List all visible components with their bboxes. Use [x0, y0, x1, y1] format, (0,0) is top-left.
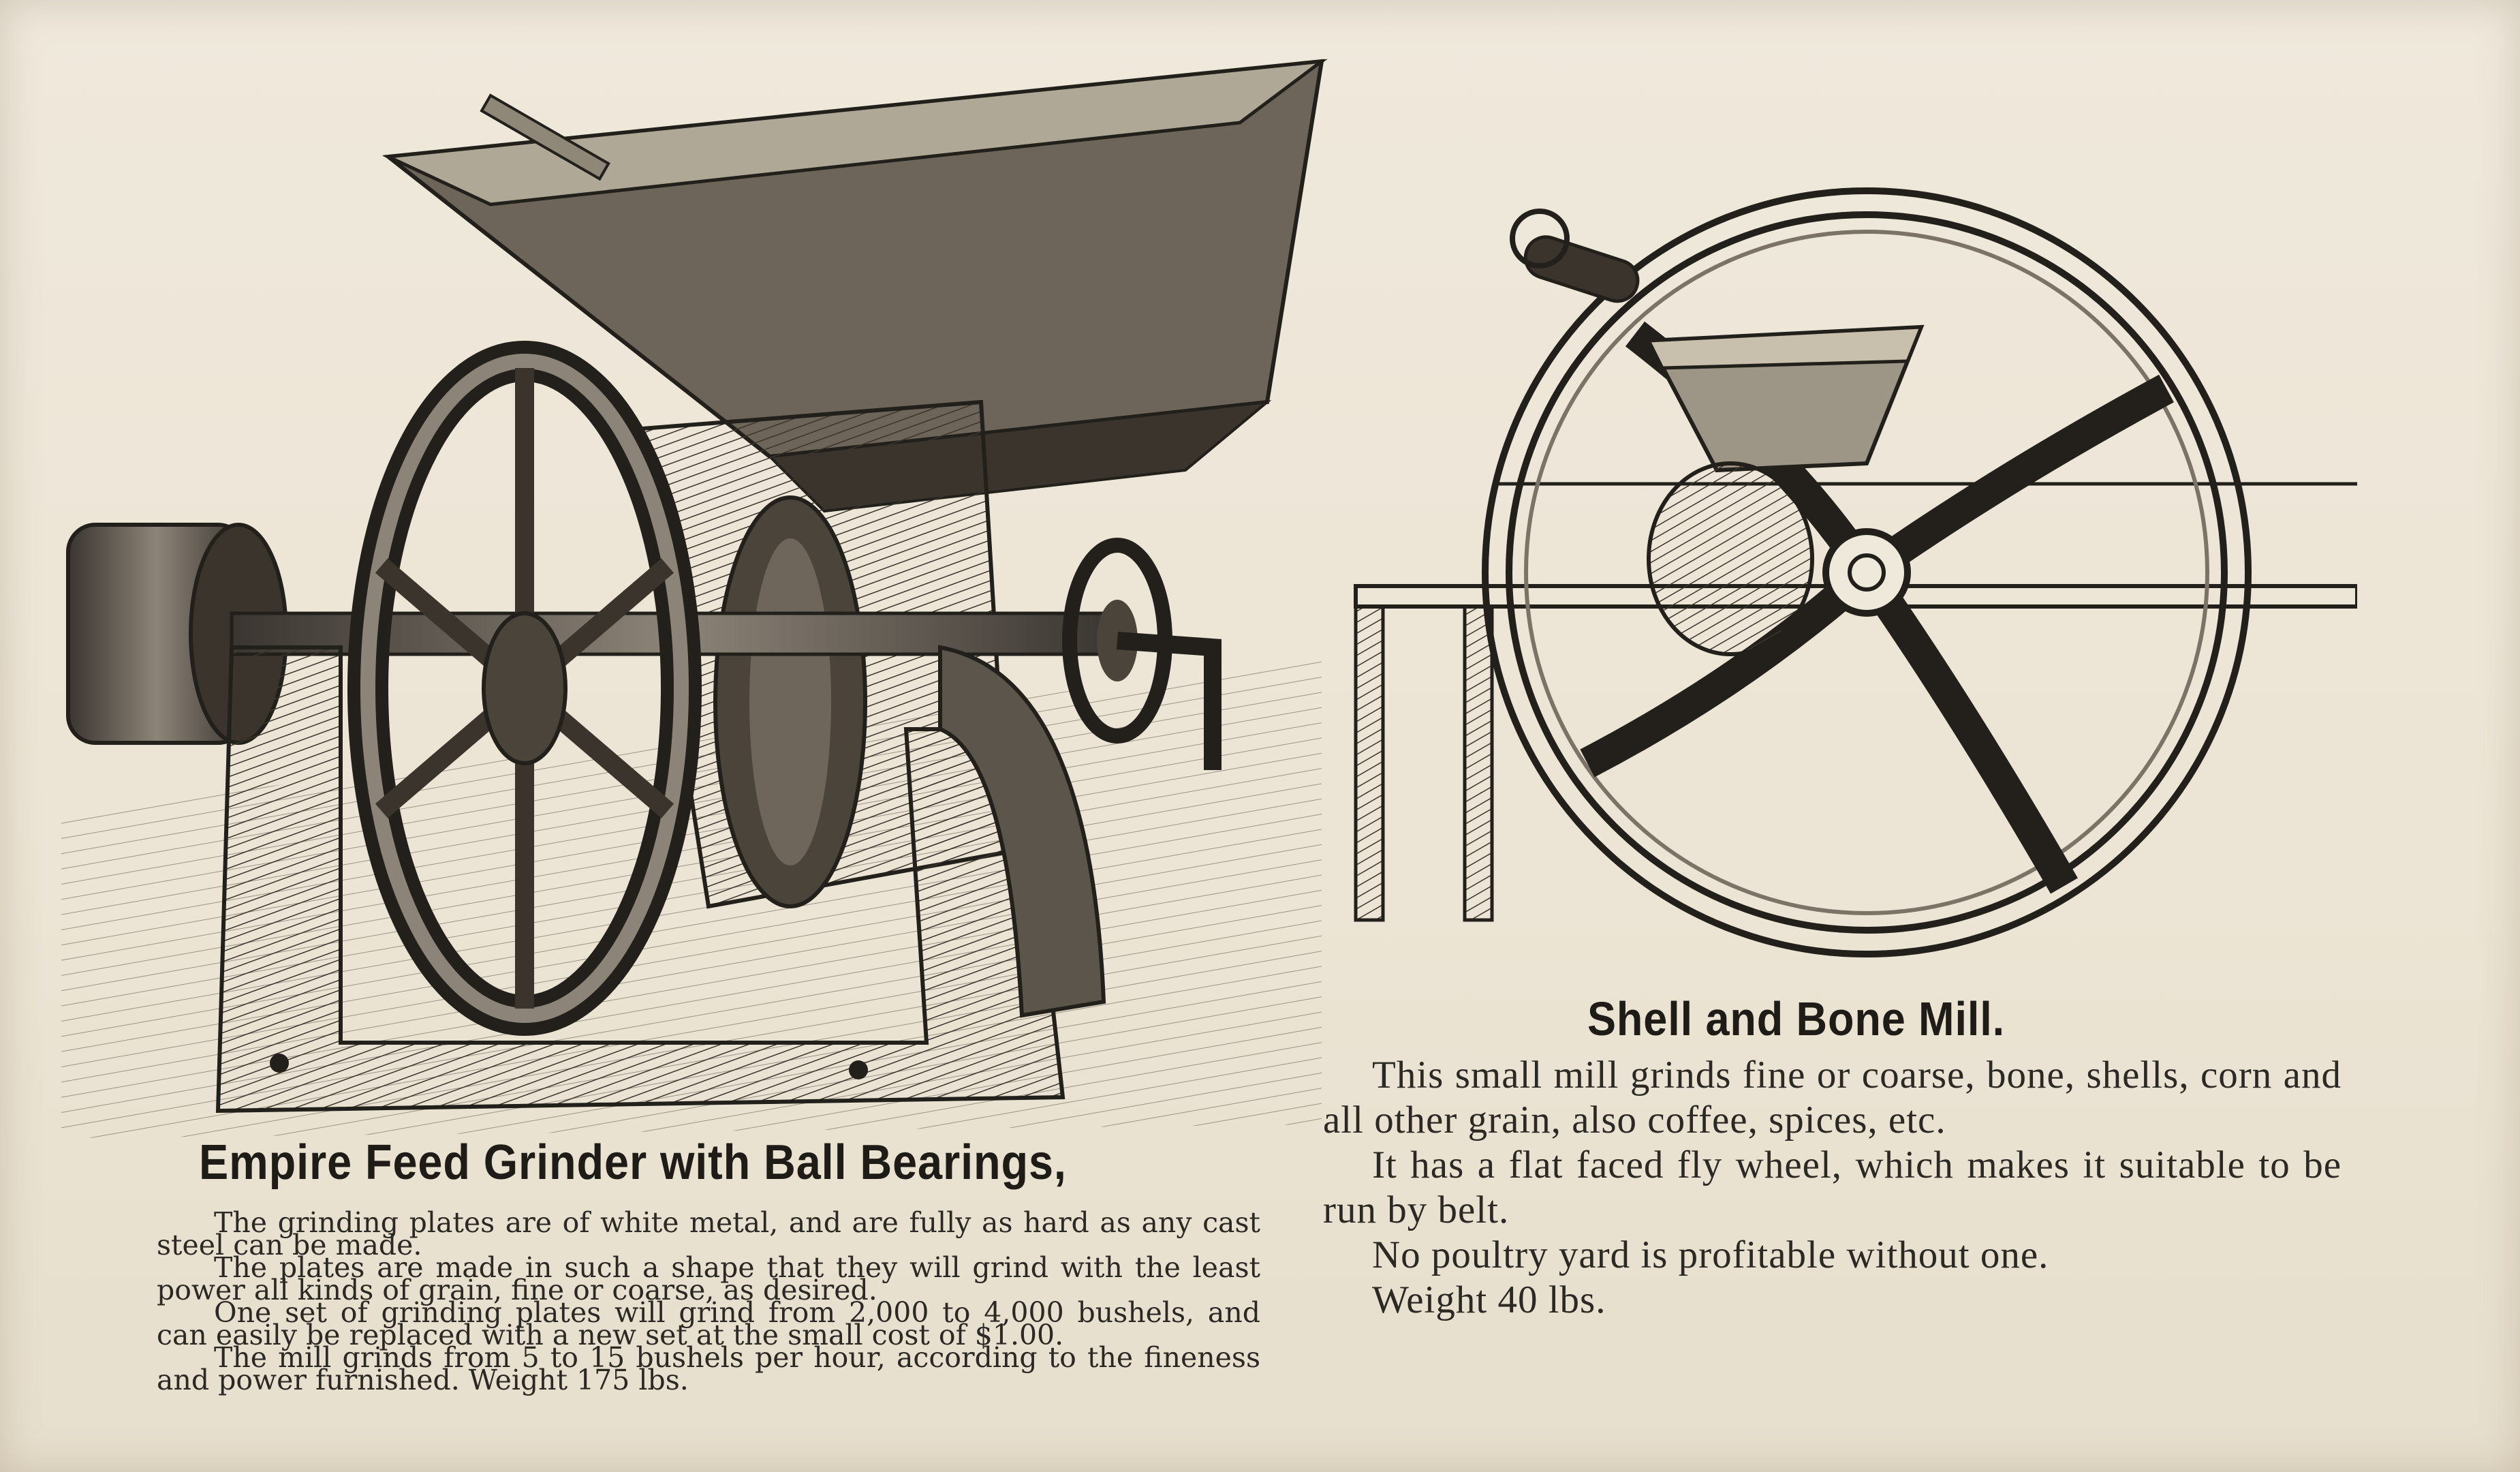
grinder-paragraph: One set of grinding plates will grind from 2,000 to 4,000 bushels, and can easily be replaced with a new set at the small cost of $1.00. [157, 1296, 1260, 1351]
grinder-paragraph: The mill grinds from 5 to 15 bushels per hour, according to the fineness and power furnished. Weight 175 lbs. [157, 1341, 1260, 1396]
grinder-title: Empire Feed Grinder with Ball Bearings, [199, 1135, 1067, 1190]
mill-paragraph: No poultry yard is profitable without one. [1372, 1233, 2049, 1276]
grinder-paragraph: The plates are made in such a shape that they will grind with the least power all kinds of grain, fine or coarse, as desired. [157, 1251, 1260, 1306]
grinder-description [157, 1206, 1260, 1396]
feed-grinder-illustration [55, 48, 1328, 1152]
fly-wheel [368, 361, 681, 1015]
mill-description [1323, 1053, 2342, 1323]
mill-paragraph: It has a flat faced fly wheel, which makes it suitable to be run by belt. [1323, 1144, 2342, 1231]
mill-title: Shell and Bone Mill. [1587, 992, 2006, 1045]
mill-fly-wheel [1485, 191, 2248, 954]
grinder-paragraph: The grinding plates are of white metal, and are fully as hard as any cast steel can be made. [157, 1206, 1260, 1261]
mill-paragraph: Weight 40 lbs. [1372, 1278, 1606, 1321]
shell-bone-mill-illustration [1349, 164, 2357, 1002]
crank-handle [1512, 211, 1643, 307]
mill-paragraph: This small mill grinds fine or coarse, bone, shells, corn and all other grain, also coffee, spices, etc. [1323, 1054, 2342, 1141]
